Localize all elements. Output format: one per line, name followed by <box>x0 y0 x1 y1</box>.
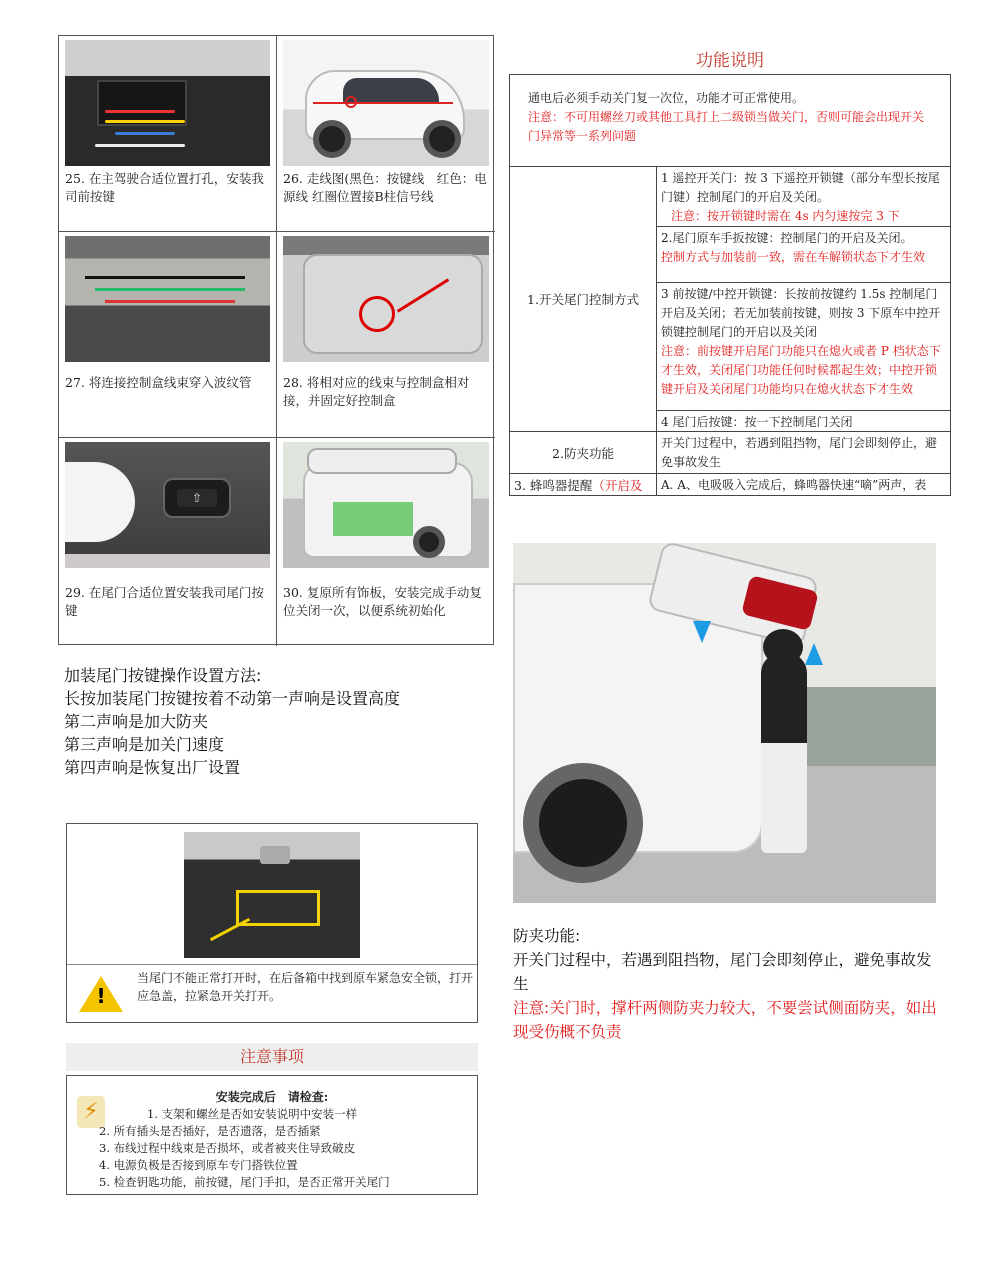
settings-line-5: 第四声响是恢复出厂设置 <box>64 758 241 777</box>
notice-box <box>66 1075 478 1195</box>
emergency-release-box: ! 当尾门不能正常打开时，在后备箱中找到原车紧急安全锁，打开应急盖，拉紧急开关打开。 <box>66 823 478 1023</box>
anti-pinch-title: 防夹功能: <box>513 927 581 945</box>
step-29-photo <box>65 442 270 568</box>
step-30-photo <box>283 442 489 568</box>
row2-text: 开关门过程中，若遇到阻挡物，尾门会即刻停止，避免事故发生 <box>661 436 938 469</box>
emergency-lock-photo <box>184 832 360 958</box>
original-text: 2.尾门原车手扳按键：控制尾门的开启及关闭。 <box>661 231 913 245</box>
front-text: 3 前按键/中控开锁键：长按前按键约 1.5s 控制尾门开启及关闭；若无加装前按键，则按 3 下原车中控开锁键控制尾门的开启以及关闭 <box>661 287 941 339</box>
row3-label <box>510 474 657 496</box>
step-27-photo <box>65 236 270 362</box>
control-sub-front <box>657 283 950 411</box>
front-note: 注意：前按键开启尾门功能只在熄火或者 P 档状态下才生效，关闭尾门功能任何时候都起生效；中控开锁键开启及关闭尾门功能均只在熄火状态下才生效 <box>661 344 941 396</box>
step-29 <box>59 438 277 646</box>
intro-text: 通电后必须手动关门复一次位，功能才可正常使用。 <box>528 91 805 105</box>
step-28-photo <box>283 236 489 362</box>
notice-list <box>99 1106 390 1191</box>
step-26 <box>277 36 495 232</box>
notice-item: 1. 支架和螺丝是否如安装说明中安装一样 <box>147 1107 358 1121</box>
step-28 <box>277 232 495 438</box>
function-row-antipinch <box>510 432 950 474</box>
up-arrow-icon <box>805 643 823 665</box>
notice-heading: 安装完成后 请检查: <box>215 1090 329 1104</box>
settings-line-1: 加装尾门按键操作设置方法: <box>64 666 262 685</box>
step-25-photo <box>65 40 270 166</box>
tailgate-button-icon: ⇧ <box>177 489 217 507</box>
notice-item: 4. 电源负极是否接到原车专门搭铁位置 <box>99 1158 298 1172</box>
step-29-caption: 29. 在尾门合适位置安装我司尾门按键 <box>65 585 264 618</box>
down-arrow-icon <box>693 621 711 643</box>
row3-text: A. A、电吸吸入完成后，蜂鸣器快速“嘀”两声，表 <box>661 478 927 492</box>
step-26-caption: 26. 走线图(黑色：按键线 红色：电源线 红圈位置接B柱信号线 <box>283 171 487 204</box>
step-26-photo <box>283 40 489 166</box>
remote-text: 1 遥控开关门：按 3 下遥控开锁键（部分车型长按尾门键）控制尾门的开启及关闭。 <box>661 171 940 204</box>
row2-label: 2.防夹功能 <box>510 432 657 473</box>
control-sub-original <box>657 227 950 283</box>
button-settings-notes <box>64 664 400 779</box>
function-title: 功能说明 <box>696 51 764 71</box>
rear-button-text: 4 尾门后按键：按一下控制尾门关闭 <box>661 415 853 429</box>
anti-pinch-photo <box>513 543 936 903</box>
notice-item: 3. 布线过程中线束是否损坏，或者被夹住导致破皮 <box>99 1141 356 1155</box>
notice-title: 注意事项 <box>66 1043 478 1071</box>
step-25-caption: 25. 在主驾驶合适位置打孔，安装我司前按键 <box>65 171 264 204</box>
control-sub-remote <box>657 167 950 227</box>
installation-steps-grid <box>58 35 494 645</box>
settings-line-2: 长按加装尾门按键按着不动第一声响是设置高度 <box>64 689 401 708</box>
step-27-caption: 27. 将连接控制盒线束穿入波纹管 <box>65 375 252 390</box>
row1-label: 1.开关尾门控制方式 <box>510 167 657 431</box>
original-note: 控制方式与加装前一致，需在车解锁状态下才生效 <box>661 250 926 264</box>
anti-pinch-text: 开关门过程中，若遇到阻挡物，尾门会即刻停止，避免事故发生 <box>513 951 932 993</box>
row3-label-text: 3. 蜂鸣器提醒 <box>514 478 593 493</box>
anti-pinch-warning: 注意:关门时，撑杆两侧防夹力较大，不要尝试侧面防夹，如出现受伤概不负责 <box>513 999 937 1041</box>
function-table <box>509 74 951 496</box>
emergency-text: 当尾门不能正常打开时，在后备箱中找到原车紧急安全锁，打开应急盖，拉紧急开关打开。 <box>137 971 474 1003</box>
step-30 <box>277 438 495 646</box>
notice-item: 2. 所有插头是否插好，是否遗落，是否插紧 <box>99 1124 321 1138</box>
lightning-icon: ⚡ <box>77 1096 105 1128</box>
remote-note: 注意：按开锁键时需在 4s 内匀速按完 3 下 <box>671 209 900 223</box>
intro-warning: 注意：不可用螺丝刀或其他工具打上二级锁当做关门，否则可能会出现开关门异常等一系列问题 <box>528 110 925 143</box>
step-28-caption: 28. 将相对应的线束与控制盒相对接，并固定好控制盒 <box>283 375 470 408</box>
step-30-caption: 30. 复原所有饰板，安装完成手动复位关闭一次，以便系统初始化 <box>283 585 482 618</box>
function-row-buzzer <box>510 474 950 496</box>
settings-line-3: 第二声响是加大防夹 <box>64 712 209 731</box>
step-25 <box>59 36 277 232</box>
notice-item: 5. 检查钥匙功能，前按键，尾门手扣，是否正常开关尾门 <box>99 1175 390 1189</box>
anti-pinch-section <box>513 924 943 1044</box>
function-intro <box>510 75 950 167</box>
function-row-control <box>510 167 950 432</box>
settings-line-4: 第三声响是加关门速度 <box>64 735 225 754</box>
row3-label-red: （开启及 <box>592 478 643 493</box>
step-27 <box>59 232 277 438</box>
